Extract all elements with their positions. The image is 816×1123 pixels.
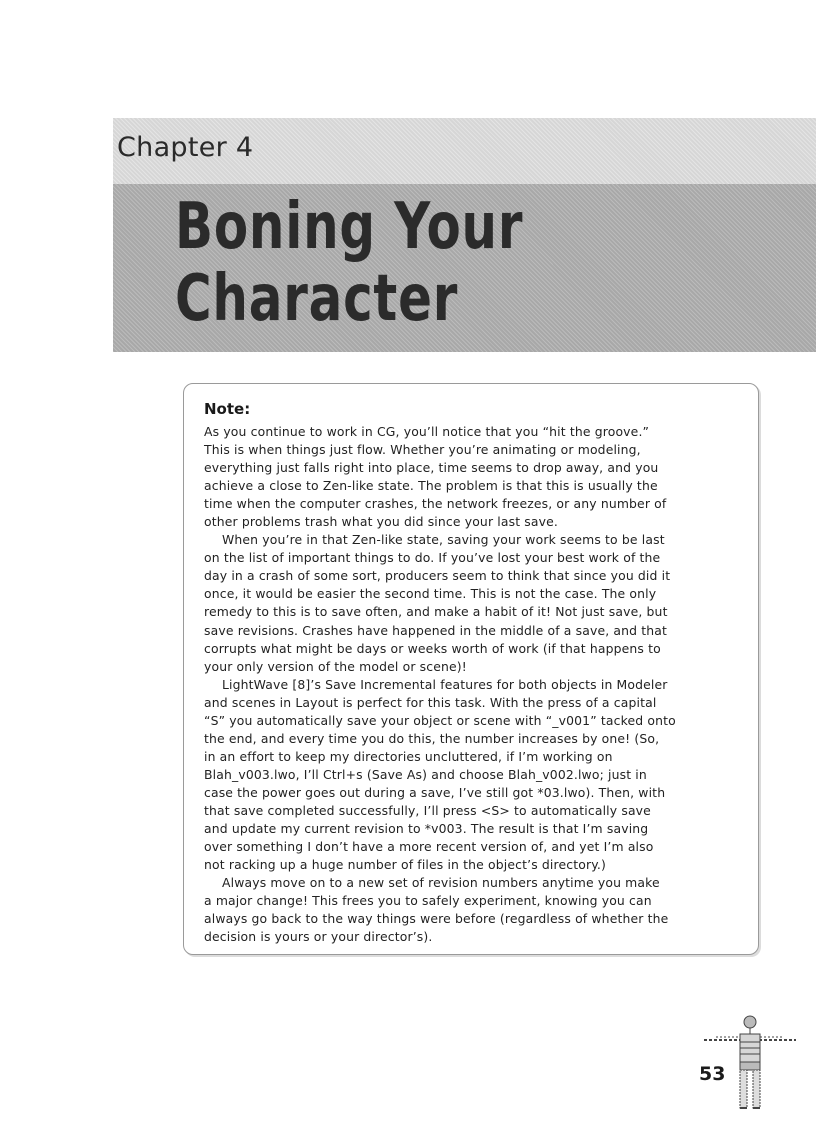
note-line: on the list of important things to do. If you’ve lost your best work of the bbox=[204, 550, 661, 566]
note-line: that save completed successfully, I’ll press <S> to automatically save bbox=[204, 802, 651, 818]
note-line: decision is yours or your director’s). bbox=[204, 929, 433, 945]
note-heading: Note: bbox=[204, 400, 251, 418]
note-line: not racking up a huge number of files in the object’s directory.) bbox=[204, 857, 606, 873]
note-line: your only version of the model or scene)! bbox=[204, 658, 467, 674]
note-body bbox=[204, 423, 748, 946]
note-line: time when the computer crashes, the network freezes, or any number of bbox=[204, 496, 667, 512]
note-line: remedy to this is to save often, and make a habit of it! Not just save, but bbox=[204, 604, 668, 620]
chapter-banner bbox=[113, 118, 816, 184]
note-line: “S” you automatically save your object or scene with “_v001” tacked onto bbox=[204, 712, 676, 728]
note-line: always go back to the way things were before (regardless of whether the bbox=[204, 911, 669, 927]
chapter-title-line-1: Boning Your bbox=[175, 190, 524, 264]
note-line: the end, and every time you do this, the number increases by one! (So, bbox=[204, 730, 660, 746]
note-line: corrupts what might be days or weeks worth of work (if that happens to bbox=[204, 640, 661, 656]
skeleton-figure-icon bbox=[696, 1010, 810, 1114]
note-line: This is when things just flow. Whether you’re animating or modeling, bbox=[204, 442, 641, 458]
note-line: save revisions. Crashes have happened in the middle of a save, and that bbox=[204, 622, 668, 638]
note-line: achieve a close to Zen-like state. The problem is that this is usually the bbox=[204, 478, 658, 494]
note-box bbox=[183, 383, 759, 955]
note-line: other problems trash what you did since your last save. bbox=[204, 514, 559, 530]
note-line: and scenes in Layout is perfect for this task. With the press of a capital bbox=[204, 694, 657, 710]
note-line: case the power goes out during a save, I’ve still got *03.lwo). Then, with bbox=[204, 784, 666, 800]
note-line: everything just falls right into place, time seems to drop away, and you bbox=[204, 460, 659, 476]
note-line: As you continue to work in CG, you’ll notice that you “hit the groove.” bbox=[204, 424, 650, 439]
page-number: 53 bbox=[699, 1063, 726, 1085]
chapter-title-line-2: Character bbox=[175, 262, 459, 336]
note-line: once, it would be easier the second time. This is not the case. The only bbox=[204, 586, 657, 602]
note-line: Blah_v003.lwo, I’ll Ctrl+s (Save As) and choose Blah_v002.lwo; just in bbox=[204, 766, 647, 782]
note-line: When you’re in that Zen-like state, saving your work seems to be last bbox=[222, 532, 665, 548]
note-line: day in a crash of some sort, producers seem to think that since you did it bbox=[204, 568, 671, 584]
title-banner bbox=[113, 184, 816, 352]
note-line: LightWave [8]’s Save Incremental features for both objects in Modeler bbox=[222, 676, 668, 692]
note-line: and update my current revision to *v003. The result is that I’m saving bbox=[204, 821, 649, 837]
note-line: a major change! This frees you to safely experiment, knowing you can bbox=[204, 893, 652, 909]
note-line: in an effort to keep my directories uncluttered, if I’m working on bbox=[204, 748, 613, 764]
chapter-label: Chapter 4 bbox=[117, 132, 254, 163]
note-line: Always move on to a new set of revision numbers anytime you make bbox=[222, 875, 660, 891]
note-line: over something I don’t have a more recent version of, and yet I’m also bbox=[204, 839, 654, 855]
